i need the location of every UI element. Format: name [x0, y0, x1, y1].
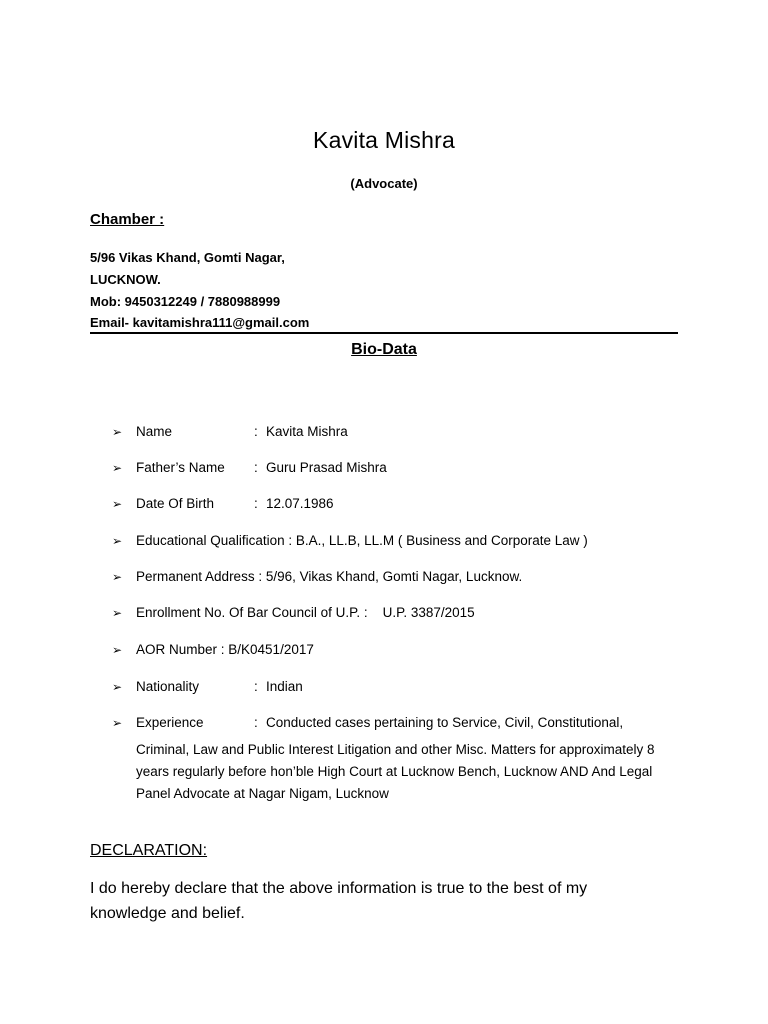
- arrow-bullet-icon: ➢: [112, 497, 123, 511]
- address-line-1: 5/96 Vikas Khand, Gomti Nagar,: [90, 250, 285, 265]
- person-name-title: Kavita Mishra: [313, 127, 455, 153]
- item-colon: :: [254, 460, 258, 475]
- item-colon: :: [254, 679, 258, 694]
- biodata-item-experience: [112, 715, 623, 730]
- arrow-bullet-icon: ➢: [112, 643, 123, 657]
- item-label: Date Of Birth: [136, 496, 215, 511]
- item-value: Kavita Mishra: [266, 424, 348, 439]
- item-text: AOR Number : B/K0451/2017: [136, 642, 314, 657]
- item-colon: :: [254, 496, 258, 511]
- experience-continuation-line: years regularly before hon’ble High Court at Lucknow Bench, Lucknow AND And Legal: [136, 764, 653, 779]
- profession-subtitle: (Advocate): [350, 176, 418, 191]
- item-value: Conducted cases pertaining to Service, Civil, Constitutional,: [266, 715, 624, 730]
- item-colon: :: [254, 424, 258, 439]
- biodata-item-enrollment: [112, 605, 475, 620]
- biodata-item-name: [112, 424, 348, 439]
- arrow-bullet-icon: ➢: [112, 716, 123, 730]
- biodata-heading: Bio-Data: [351, 341, 417, 358]
- header-divider: [90, 332, 678, 334]
- chamber-heading: Chamber :: [90, 211, 165, 228]
- item-label: Experience: [136, 715, 204, 730]
- item-colon: :: [254, 715, 258, 730]
- item-text: Permanent Address : 5/96, Vikas Khand, Gomti Nagar, Lucknow.: [136, 569, 523, 584]
- item-value: Indian: [266, 679, 303, 694]
- arrow-bullet-icon: ➢: [112, 461, 123, 475]
- experience-continuation-line: Criminal, Law and Public Interest Litigation and other Misc. Matters for approximately 8: [136, 742, 655, 757]
- arrow-bullet-icon: ➢: [112, 570, 123, 584]
- declaration-heading: DECLARATION:: [90, 842, 208, 859]
- biodata-item-education: [112, 533, 588, 548]
- biodata-item-date-of-birth: [112, 496, 334, 511]
- biodata-item-aor-number: [112, 642, 314, 657]
- item-text: Educational Qualification : B.A., LL.B, LL.M ( Business and Corporate Law ): [136, 533, 588, 548]
- declaration-text-line-1: I do hereby declare that the above information is true to the best of my: [90, 880, 588, 897]
- item-label: Name: [136, 424, 173, 439]
- item-label: Father’s Name: [136, 460, 225, 475]
- biodata-item-nationality: [112, 679, 303, 694]
- arrow-bullet-icon: ➢: [112, 534, 123, 548]
- item-value: 12.07.1986: [266, 496, 334, 511]
- arrow-bullet-icon: ➢: [112, 425, 123, 439]
- declaration-text-line-2: knowledge and belief.: [90, 905, 245, 922]
- item-text: Enrollment No. Of Bar Council of U.P. : U.P. 3387/2015: [136, 605, 475, 620]
- email-address: Email- kavitamishra111@gmail.com: [90, 315, 310, 330]
- mobile-number: Mob: 9450312249 / 7880988999: [90, 294, 281, 309]
- biodata-item-fathers-name: [112, 460, 387, 475]
- item-label: Nationality: [136, 679, 200, 694]
- arrow-bullet-icon: ➢: [112, 606, 123, 620]
- experience-continuation-line: Panel Advocate at Nagar Nigam, Lucknow: [136, 786, 389, 801]
- arrow-bullet-icon: ➢: [112, 680, 123, 694]
- item-value: Guru Prasad Mishra: [266, 460, 387, 475]
- address-line-2: LUCKNOW.: [90, 272, 161, 287]
- biodata-item-permanent-address: [112, 569, 522, 584]
